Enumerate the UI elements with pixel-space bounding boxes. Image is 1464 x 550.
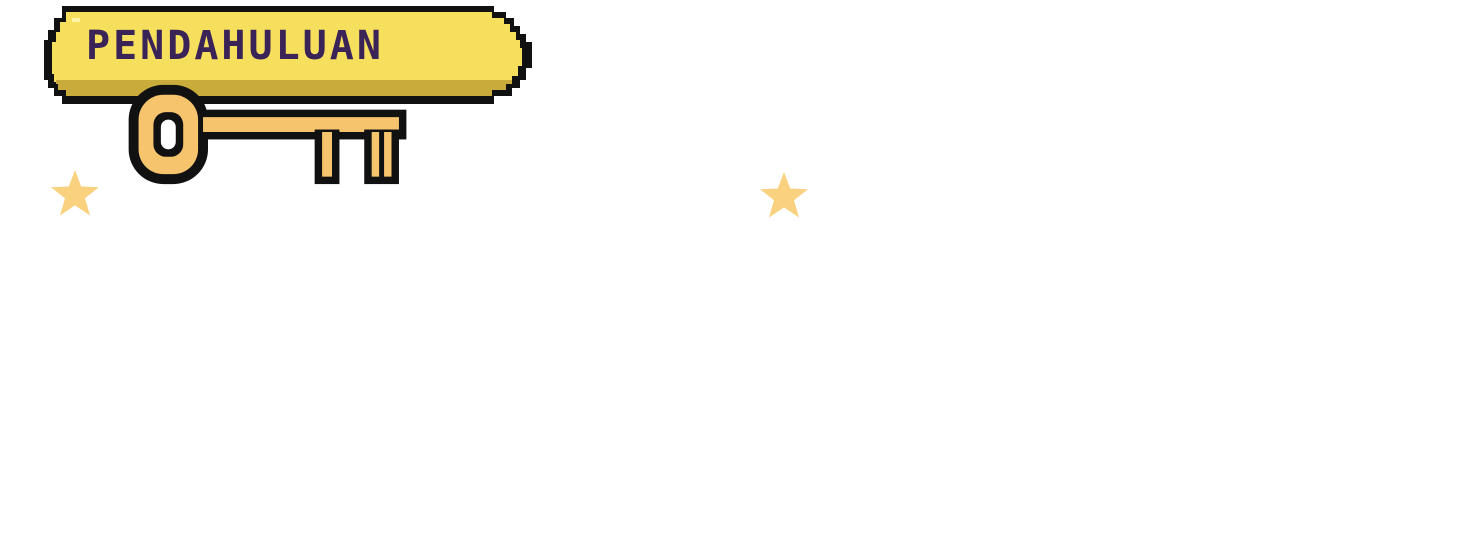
page-title: PENDAHULUAN bbox=[86, 23, 384, 69]
star-icon bbox=[49, 168, 101, 220]
section-title-badge bbox=[0, 0, 540, 124]
badge-highlight bbox=[72, 18, 80, 22]
key-icon bbox=[0, 70, 120, 120]
star-icon bbox=[758, 170, 810, 222]
